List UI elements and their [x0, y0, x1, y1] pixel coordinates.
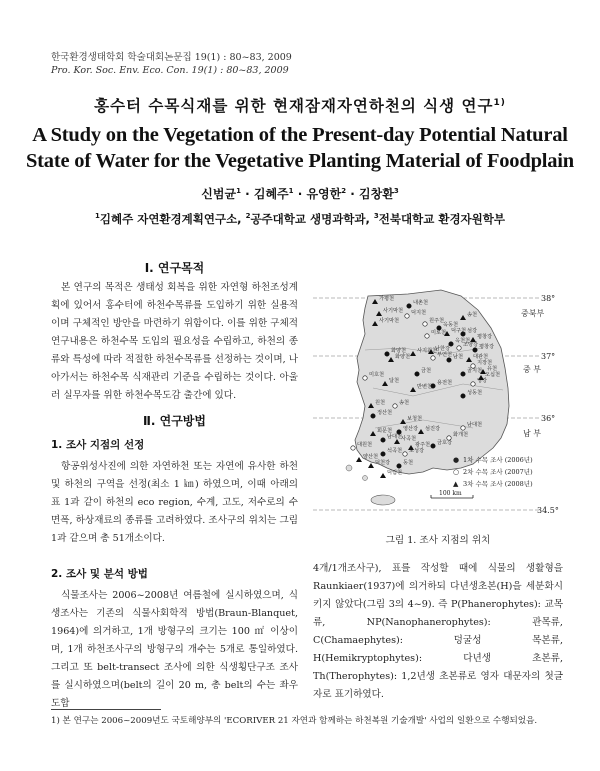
scale-label: 100 km [439, 490, 462, 497]
site-label: 사기막천 [383, 308, 404, 314]
site-marker [461, 372, 465, 376]
site-label: 사기막천 [379, 318, 400, 324]
title-footnote-mark: 1) [493, 97, 506, 108]
author-separator: · [293, 187, 307, 201]
affil-3-mark: 3 [373, 212, 379, 221]
survey-site-map [313, 288, 563, 521]
site-label: 대원천 [357, 442, 373, 448]
site-label: 옥동천 [443, 322, 459, 328]
site-marker [356, 457, 362, 462]
site-label: 석곡천 [387, 448, 403, 454]
region-label-central: 중 부 [523, 365, 541, 374]
site-marker [431, 444, 435, 448]
figure-caption: 그림 1. 조사 지점의 위치 [385, 535, 491, 546]
site-label: 유천 [487, 366, 498, 372]
region-label-north: 중북부 [521, 309, 545, 318]
legend-symbol-1: ● [453, 456, 460, 464]
site-label: 반변천 [417, 384, 433, 390]
journal-header-korean: 한국환경생태학회 학술대회논문집 19(1) : 80~83, 2009 [51, 52, 292, 63]
author-1-mark: 1 [236, 187, 241, 195]
site-label: 달천 [389, 378, 400, 384]
footnote: 1) 본 연구는 2006~2009년도 국토해양부의 'ECORIVER 21 자연과 함께하는 하천복원 기술개발' 사업의 일환으로 수행되었음. [51, 716, 538, 726]
site-label: 옥천천 [455, 338, 471, 344]
site-marker [407, 304, 411, 308]
site-label: 대관천 [473, 354, 489, 360]
site-label: 송천 [399, 400, 410, 406]
english-title-line2: State of Water for the Vegetative Planting Material of Foodplain [25, 150, 575, 172]
author-1: 신범균 [201, 187, 237, 201]
legend-text-1: 1차 수목 조사 (2006년) [463, 456, 533, 464]
affil-1: 김혜주 자연환경계획연구소, [99, 212, 246, 226]
lat-label-345: 34.5° [537, 506, 559, 515]
site-marker [425, 334, 429, 338]
author-4-mark: 3 [393, 187, 399, 195]
site-marker [371, 414, 375, 418]
site-marker [457, 346, 461, 350]
site-label: 화개천 [453, 432, 469, 438]
site-label: 화양천 [395, 354, 411, 360]
affil-3: 전북대학교 환경자원학부 [378, 212, 505, 226]
site-label: 남대천 [387, 434, 403, 440]
subsection-2-1-body: 항공위성사진에 의한 자연하천 또는 자연에 유사한 하천 및 하천의 구역을 선정(최소 1 ㎞) 하였으며, 이때 아래의 표 1과 같이 하천의 eco region, 수계, 고도, 저수로의 수면폭, 하상재료의 종류를 고려하였다. 조사구의 위치는 그림 1과 같으며 총 51개소이다. [51, 461, 298, 544]
site-label: 금천 [421, 368, 432, 374]
section-1-heading: Ⅰ. 연구목적 [144, 261, 205, 275]
site-marker [393, 404, 397, 408]
author-2-mark: 1 [288, 187, 294, 195]
author-2: 김혜주 [253, 187, 289, 201]
site-label: 성동천 [467, 390, 483, 396]
site-label: 사곡천 [401, 436, 417, 442]
site-label: 원천 [375, 400, 386, 406]
affil-2-mark: 2 [245, 212, 251, 221]
site-label: 보성강 [409, 448, 425, 454]
site-label: 원주천 [429, 318, 445, 324]
site-label: 평창강 [477, 334, 493, 340]
site-label: 사지원천 [417, 348, 438, 354]
site-label: 화양천 [391, 348, 407, 354]
site-marker [381, 438, 385, 442]
site-marker [431, 356, 435, 360]
small-island [363, 476, 368, 481]
site-marker [461, 426, 465, 430]
subsection-2-2-body: 식물조사는 2006~2008년 여름철에 실시하였으며, 식생조사는 기존의 식물사회학적 방법(Braun-Blanquet, 1964)에 의거하고, 1개 방형구의 크기는 100 ㎡ 이상이며, 1개 하천조사구의 방형구의 개수는 5개로 통일하였다. 그리고 또 belt-transect 조사에 의한 식생횡단구조 조사를 실시하였으며(belt의 길이 20 m, 총 belt의 수는 좌우도합 [51, 590, 298, 709]
journal-header-english: Pro. Kor. Soc. Env. Eco. Con. 19(1) : 80~83, 2009 [51, 65, 289, 76]
site-label: 덕지천 [411, 310, 427, 316]
affiliations [0, 211, 600, 227]
site-marker [423, 322, 427, 326]
author-3-mark: 2 [341, 187, 347, 195]
site-marker [368, 463, 374, 468]
site-label: 남한강 [435, 346, 451, 352]
subsection-2-2-heading: 2. 조사 및 분석 방법 [51, 568, 148, 580]
site-marker [363, 376, 367, 380]
english-title-line1: A Study on the Vegetation of the Present-day Potential Natural [32, 124, 568, 146]
site-label: 미로천 [431, 330, 447, 336]
legend-symbol-2: ○ [453, 468, 460, 476]
site-label: 내촌천 [413, 300, 429, 306]
legend-symbol-3: ▲ [453, 480, 459, 488]
site-label: 덕구천 [451, 328, 467, 334]
site-marker [380, 473, 386, 478]
korean-title-text: 홍수터 수목식재를 위한 현재잠재자연하천의 식생 연구 [94, 97, 494, 115]
site-label: 영산강 [403, 426, 419, 432]
site-label: 남대천 [467, 422, 483, 428]
site-label: 부연천 [437, 352, 453, 358]
affil-2: 공주대학교 생명과학과, [250, 212, 374, 226]
site-label: 섬진강 [425, 426, 441, 432]
site-label: 섬강 [467, 328, 478, 334]
site-marker [473, 348, 477, 352]
site-label: 양산천 [363, 454, 379, 460]
site-label: 용전천 [437, 380, 453, 386]
site-marker [471, 382, 475, 386]
section-1-body: 본 연구의 목적은 생태성 회복을 위한 자연형 하천조성계획에 있어서 홍수터에 하천수목류를 도입하기 위한 실용적이며 구체적인 방안을 마련하기 위함이다. 이를 위한 구체적 연구내용은 하천수목 도입의 필요성을 수립하고, 하천의 종류와 특성에 따라 적절한 하천수목류를 선정하는 것이며, 나아가서는 하천수목 식재관리 기준을 수립하는 것이다. 아울러 실무자를 위한 하천수목도감 출간에 있다. [51, 282, 298, 401]
site-label: 동천 [403, 460, 414, 466]
author-3: 유영한 [306, 187, 342, 201]
site-label: 금호강 [437, 440, 453, 446]
legend-text-3: 3차 수목 조사 (2008년) [463, 480, 533, 488]
site-label: 광주천 [415, 442, 431, 448]
subsection-2-1-heading: 1. 조사 지점의 선정 [51, 439, 145, 451]
small-island [346, 465, 352, 471]
site-label: 보청천 [407, 416, 423, 422]
site-label: 조양강 [463, 342, 479, 348]
site-label: 덕천강 [375, 460, 391, 466]
lat-label-37: 37° [541, 352, 556, 361]
site-label: 송천 [467, 312, 478, 318]
site-marker [351, 446, 355, 450]
lat-label-36: 36° [541, 414, 556, 423]
site-label: 평창강 [479, 344, 495, 350]
site-label: 회문천 [377, 428, 393, 434]
site-label: 미호천 [369, 372, 385, 378]
site-label: 덕림천 [387, 470, 403, 476]
right-column-body: 4개/1개조사구), 표를 작성할 때에 식물의 생활형을 Raunkiaer(1937)에 의거하되 다년생초본(H)을 세분화시키지 않았다(그림 3의 4~9). 즉 P(Phanerophytes): 교목류, NP(Nanophanerophytes): 관목류, C(Chamaephytes): 덩굴성 목본류, H(Hemikryptophytes): 다년생 초본류, Th(Therophytes): 1,2년생 초본류로 영자 대문자의 첫글자로 표기하였다. [313, 563, 563, 700]
author-separator: · [346, 187, 360, 201]
site-marker [385, 352, 389, 356]
author-4: 김창환 [359, 187, 394, 201]
korean-title [0, 94, 600, 116]
site-marker [405, 314, 409, 318]
section-2-heading: Ⅱ. 연구방법 [142, 414, 206, 428]
site-label: 지장천 [477, 360, 493, 366]
site-label: 골지천 [467, 368, 483, 374]
site-marker [381, 452, 385, 456]
region-label-south: 남 부 [523, 429, 541, 438]
site-label: 정산천 [377, 410, 393, 416]
site-marker [403, 452, 407, 456]
site-marker [397, 464, 401, 468]
author-list [0, 185, 600, 202]
site-label: 가평천 [379, 296, 395, 302]
site-marker [415, 372, 419, 376]
jeju-island [371, 495, 395, 505]
site-label: 남천 [453, 354, 464, 360]
site-marker [461, 394, 465, 398]
footnote-rule [51, 709, 161, 710]
lat-label-38: 38° [541, 294, 556, 303]
site-label: 영강 [477, 378, 488, 384]
affil-1-mark: 1 [95, 212, 100, 221]
author-separator: · [240, 187, 254, 201]
legend-text-2: 2차 수목 조사 (2007년) [463, 468, 533, 476]
site-label: 오십천 [485, 372, 501, 378]
site-marker [447, 358, 451, 362]
